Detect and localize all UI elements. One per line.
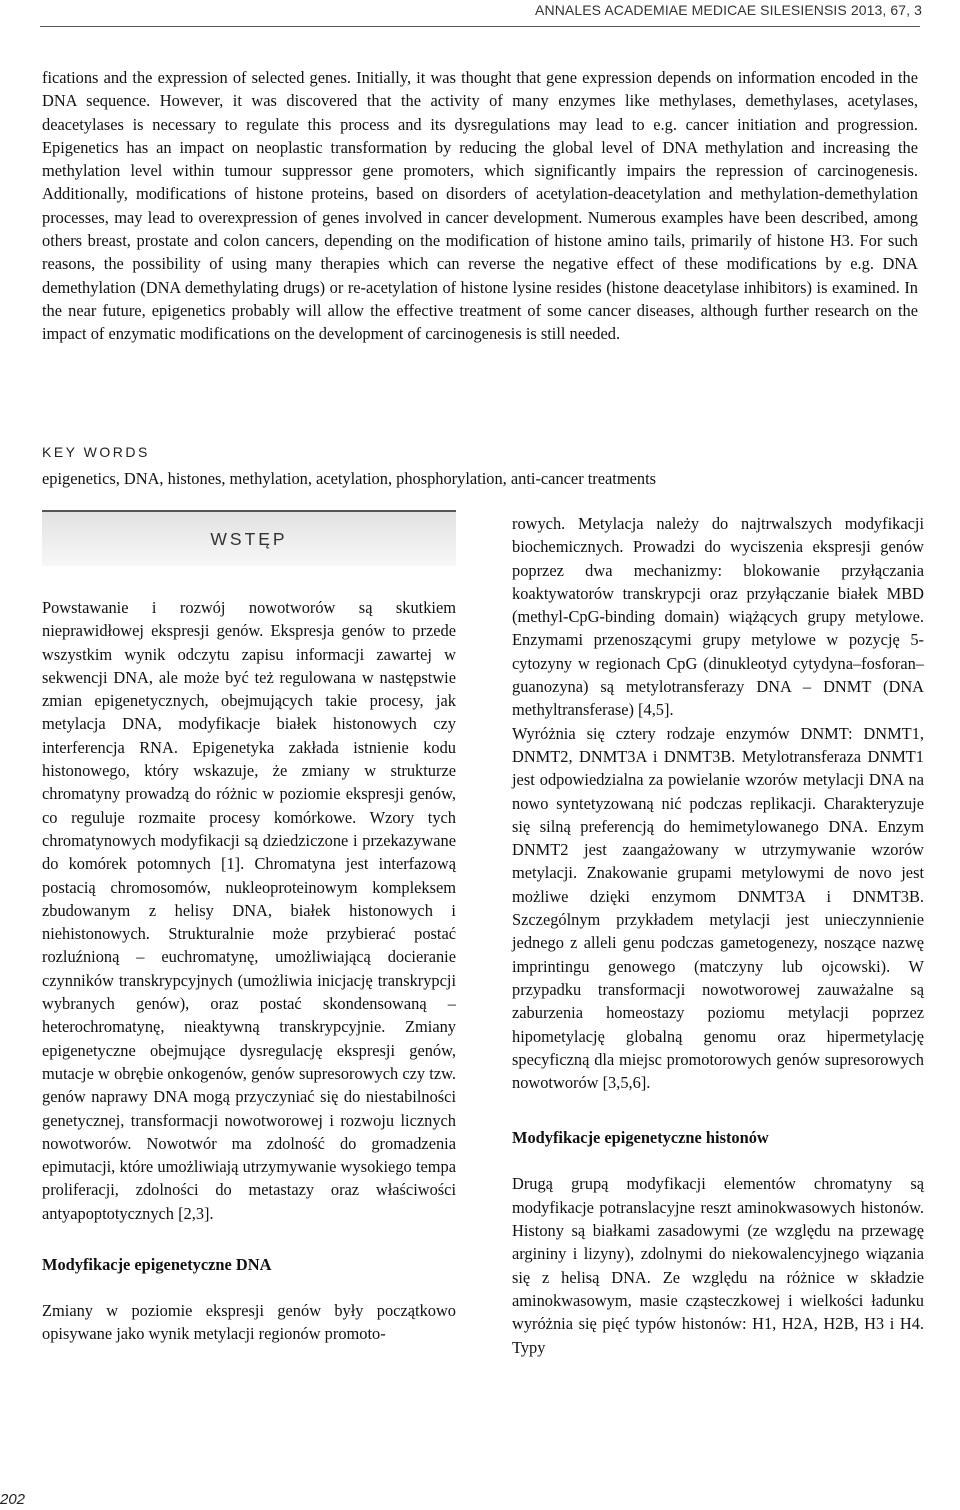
histone-subheading: Modyfikacje epigenetyczne histonów (512, 1128, 769, 1148)
header-divider (40, 26, 920, 27)
section-heading-box (42, 510, 456, 566)
abstract-text: fications and the expression of selected genes. Initially, it was thought that gene expression depends on information encoded in the DNA sequence. However, it was discovered that the activity of many enzymes like methylases, demethylases, acetylases, deacetylases is necessary to regulate this process and its dysregulations may lead to e.g. cancer initiation and progression. Epigenetics has an impact on neoplastic transformation by reducing the global level of DNA methylation and increasing the methylation level within tumour suppressor gene promoters, which significantly impairs the repression of carcinogenesis. Additionally, modifications of histone proteins, based on disorders of acetylation-deacetylation and methylation-demethylation processes, may lead to overexpression of genes involved in cancer development. Numerous examples have been described, among others breast, prostate and colon cancers, depending on the modification of histone amino tails, primarily of histone H3. For such reasons, the possibility of using many therapies which can reverse the negative effect of these modifications by e.g. DNA demethylation (DNA demethylating drugs) or re-acetylation of histone lysine resides (histone deacetylase inhibitors) is examined. In the near future, epigenetics probably will allow the effective treatment of some cancer diseases, although further research on the impact of enzymatic modifications on the development of carcinogenesis is still needed. (42, 68, 918, 344)
journal-header: ANNALES ACADEMIAE MEDICAE SILESIENSIS 2013, 67, 3 (535, 2, 922, 18)
page-number: 202 (0, 1490, 26, 1508)
dna-paragraph: Zmiany w poziomie ekspresji genów były początkowo opisywane jako wynik metylacji regionów promoto- (42, 1301, 456, 1344)
keywords-label: KEY WORDS (42, 444, 150, 460)
histone-paragraph: Drugą grupą modyfikacji elementów chromatyny są modyfikacje potranslacyjne reszt aminokwasowych histonów. Histony są białkami zasadowymi (ze względu na przewagę argininy i lizyny), zdolnymi do niekowalencyjnego wiązania się z helisą DNA. Ze względu na różnice w składzie aminokwasowym, masie cząsteczkowej i wielkości ładunku wyróżnia się pięć typów histonów: H1, H2A, H2B, H3 i H4. Typy (512, 1174, 924, 1357)
methylation-paragraph: rowych. Metylacja należy do najtrwalszych modyfikacji biochemicznych. Prowadzi do wyciszenia ekspresji genów poprzez dwa mechanizmy: blokowanie przyłączania koaktywatorów transkrypcji oraz przyłączanie białek MBD (methyl-CpG-binding domain) wiążących grupy metylowe. Enzymami przenoszącymi grupy metylowe w pozycję 5-cytozyny w regionach CpG (dinukleotyd cytydyna–fosforan–guanozyna) są metylotransferazy DNA – DNMT (DNA methyltransferase) [4,5]. (512, 514, 924, 720)
dnmt-paragraph: Wyróżnia się cztery rodzaje enzymów DNMT: DNMT1, DNMT2, DNMT3A i DNMT3B. Metylotransferaza DNMT1 jest odpowiedzialna za powielanie wzorów metylacji DNA na nowo syntetyzowaną nić podczas replikacji. Charakteryzuje się silną preferencją do hemimetylowanego DNA. Enzym DNMT2 jest zaangażowany w utrzymywanie wzorów metylacji. Znakowanie grupami metylowymi de novo jest możliwe dzięki enzymom DNMT3A i DNMT3B. Szczególnym przykładem metylacji jest unieczynnienie jednego z alleli genu podczas gametogenezy, noszące nazwę imprintingu genowego (matczyny lub ojcowski). W przypadku transformacji nowotworowej zauważalne są zaburzenia homeostazy poziomu metylacji poprzez hipometylację globalną genomu oraz hipermetylację specyficzną dla miejsc promotorowych genów supresorowych nowotworów [3,5,6]. (512, 723, 924, 1093)
dna-subheading: Modyfikacje epigenetyczne DNA (42, 1255, 272, 1275)
intro-paragraph: Powstawanie i rozwój nowotworów są skutkiem nieprawidłowej ekspresji genów. Ekspresja genów to przede wszystkim wynik odczytu zapisu informacji zawartej w sekwencji DNA, ale może być też regulowana w następstwie zmian epigenetycznych, obejmujących takie procesy, jak metylacja DNA, modyfikacje białek histonowych czy interferencja RNA. Epigenetyka zakłada istnienie kodu histonowego, który wskazuje, że zmiany w strukturze chromatyny prowadzą do różnic w poziomie ekspresji genów, co reguluje rozmaite procesy komórkowe. Wzory tych chromatynowych modyfikacji są dziedziczone i przekazywane do komórek potomnych [1]. Chromatyna jest interfazową postacią chromosomów, nukleoproteinowym kompleksem zbudowanym z helisy DNA, białek histonowych i niehistonowych. Strukturalnie może przybierać postać rozluźnioną – euchromatynę, umożliwiającą docieranie czynników transkrypcyjnych (umożliwia inicjację transkrypcji wybranych genów), oraz postać skondensowaną – heterochromatynę, nieaktywną transkrypcyjnie. Zmiany epigenetyczne obejmujące dysregulację ekspresji genów, mutacje w obrębie onkogenów, genów supresorowych czy tzw. genów naprawy DNA mogą przyczyniać się do niestabilności genetycznej, transformacji nowotworowej i rozwoju licznych nowotworów. Nowotwór ma zdolność do gromadzenia epimutacji, które umożliwiają utrzymywanie wysokiego tempa proliferacji, zdolności do metastazy oraz właściwości antyapoptotycznych [2,3]. (42, 598, 456, 1223)
right-column (512, 512, 924, 1359)
section-title: WSTĘP (210, 528, 288, 549)
left-column (42, 510, 456, 1346)
keywords-text: epigenetics, DNA, histones, methylation, acetylation, phosphorylation, anti-cancer treatments (42, 469, 657, 488)
